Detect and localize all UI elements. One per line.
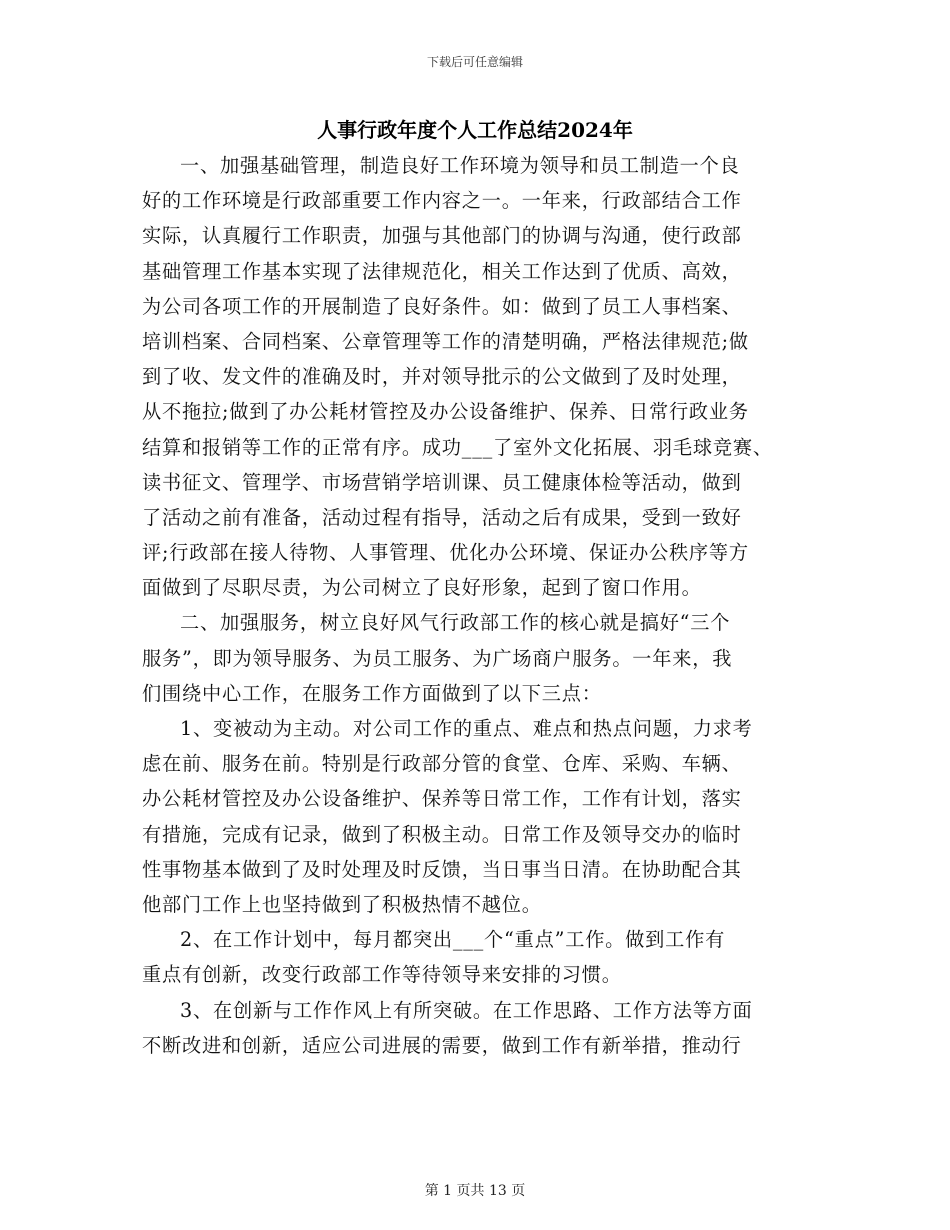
text-line: 1、变被动为主动。对公司工作的重点、难点和热点问题，力求考 [180,717,753,740]
text-line: 有措施，完成有记录，做到了积极主动。日常工作及领导交办的临时 [142,822,742,846]
text-line: 虑在前、服务在前。特别是行政部分管的食堂、仓库、采购、车辆、 [142,752,742,776]
text-line: 服务”，即为领导服务、为员工服务、为广场商户服务。一年来，我 [142,646,733,670]
text-line: 评;行政部在接人待物、人事管理、优化办公环境、保证办公秩序等方 [142,541,749,565]
text-line: 一、加强基础管理，制造良好工作环境为领导和员工制造一个良 [180,154,740,177]
text-line: 重点有创新，改变行政部工作等待领导来安排的习惯。 [142,963,622,987]
text-line: 们围绕中心工作，在服务工作方面做到了以下三点： [142,681,602,705]
text-line: 基础管理工作基本实现了法律规范化，相关工作达到了优质、高效， [142,259,742,283]
document-body [142,148,810,1063]
text-line: 结算和报销等工作的正常有序。成功___了室外文化拓展、羽毛球竞赛、 [142,435,773,459]
text-line: 了活动之前有准备，活动过程有指导，活动之后有成果，受到一致好 [142,505,742,529]
text-line: 办公耗材管控及办公设备维护、保养等日常工作，工作有计划，落实 [142,787,742,811]
text-line: 3、在创新与工作作风上有所突破。在工作思路、工作方法等方面 [180,998,753,1022]
text-line: 读书征文、管理学、市场营销学培训课、员工健康体检等活动，做到 [142,470,742,494]
text-line: 不断改进和创新，适应公司进展的需要，做到工作有新举措，推动行 [142,1033,742,1057]
document-title: 人事行政年度个人工作总结2024年 [317,118,633,142]
text-line: 2、在工作计划中，每月都突出___个“重点”工作。做到工作有 [180,928,726,952]
text-line: 好的工作环境是行政部重要工作内容之一。一年来，行政部结合工作 [142,189,742,213]
text-line: 性事物基本做到了及时处理及时反馈，当日事当日清。在协助配合其 [142,857,742,881]
page-footer: 第 1 页共 13 页 [424,1183,526,1199]
header-note: 下载后可任意编辑 [426,55,523,69]
text-line: 实际，认真履行工作职责，加强与其他部门的协调与沟通，使行政部 [142,224,742,248]
text-line: 到了收、发文件的准确及时，并对领导批示的公文做到了及时处理， [142,365,742,389]
text-line: 面做到了尽职尽责，为公司树立了良好形象，起到了窗口作用。 [142,576,702,600]
text-line: 他部门工作上也坚持做到了积极热情不越位。 [142,892,542,916]
text-line: 培训档案、合同档案、公章管理等工作的清楚明确，严格法律规范;做 [142,329,749,353]
text-line: 为公司各项工作的开展制造了良好条件。如：做到了员工人事档案、 [142,294,742,318]
text-line: 从不拖拉;做到了办公耗材管控及办公设备维护、保养、日常行政业务 [142,400,749,424]
text-line: 二、加强服务，树立良好风气行政部工作的核心就是搞好“三个 [180,611,731,635]
